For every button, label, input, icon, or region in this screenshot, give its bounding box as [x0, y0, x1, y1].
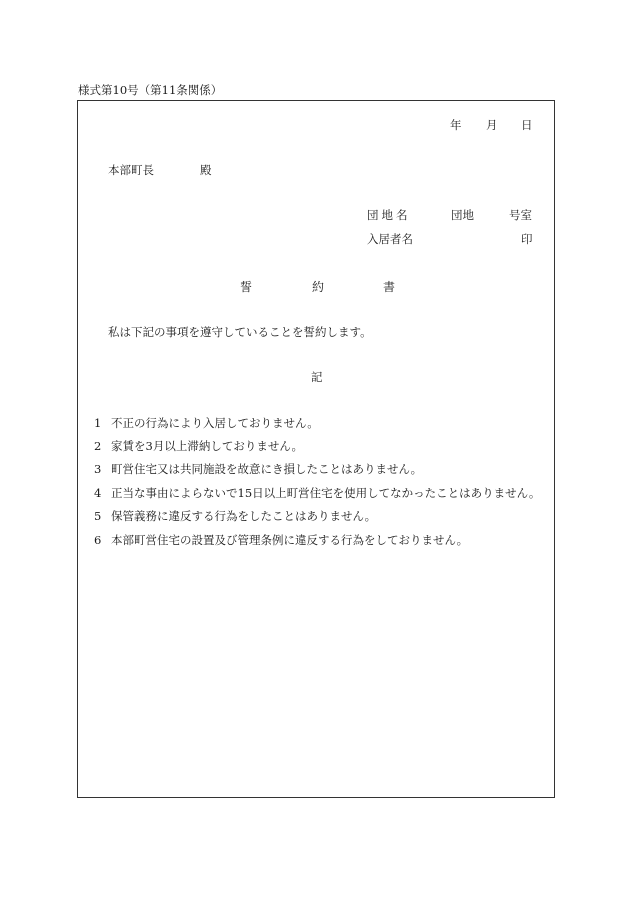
pledge-item — [94, 535, 468, 547]
date-year-label: 年 — [450, 118, 462, 132]
resident-name-label: 入居者名 — [367, 232, 413, 246]
pledge-item-number: 5 — [94, 509, 102, 523]
pledge-item — [94, 464, 422, 476]
pledge-item-text: 家賃を3月以上滞納しておりません。 — [111, 439, 304, 453]
pledge-item-text: 保管義務に違反する行為をしたことはありません。 — [111, 509, 377, 523]
room-number-suffix: 号室 — [509, 208, 532, 222]
pledge-item — [94, 511, 376, 523]
document-title-char: 誓 — [240, 280, 253, 294]
document-title-char: 約 — [312, 280, 325, 294]
pledge-item-number: 3 — [94, 462, 102, 476]
pledge-item-number: 2 — [94, 439, 102, 453]
pledge-item-number: 6 — [94, 533, 102, 547]
pledge-item-text: 不正の行為により入居しておりません。 — [111, 416, 319, 430]
pledge-item-text: 正当な事由によらないで15日以上町営住宅を使用してなかったことはありません。 — [111, 486, 541, 500]
pledge-item-text: 本部町営住宅の設置及び管理条例に違反する行為をしておりません。 — [111, 533, 469, 547]
date-month-label: 月 — [486, 118, 498, 132]
danchi-suffix: 団地 — [451, 208, 474, 222]
document-title-char: 書 — [383, 280, 396, 294]
form-number: 様式第10号（第11条関係） — [78, 83, 223, 97]
pledge-item — [94, 441, 303, 453]
intro-statement: 私は下記の事項を遵守していることを誓約します。 — [108, 325, 372, 339]
date-day-label: 日 — [521, 118, 533, 132]
addressee-name: 本部町長 — [108, 163, 154, 177]
pledge-item-number: 1 — [94, 416, 102, 430]
ki-heading: 記 — [311, 370, 323, 384]
addressee-honorific: 殿 — [200, 163, 212, 177]
pledge-item-number: 4 — [94, 486, 102, 500]
pledge-item — [94, 488, 540, 500]
pledge-item — [94, 418, 319, 430]
pledge-item-text: 町営住宅又は共同施設を故意にき損したことはありません。 — [111, 462, 423, 476]
seal-mark: 印 — [521, 232, 533, 246]
danchi-name-label: 団地名 — [367, 208, 411, 222]
